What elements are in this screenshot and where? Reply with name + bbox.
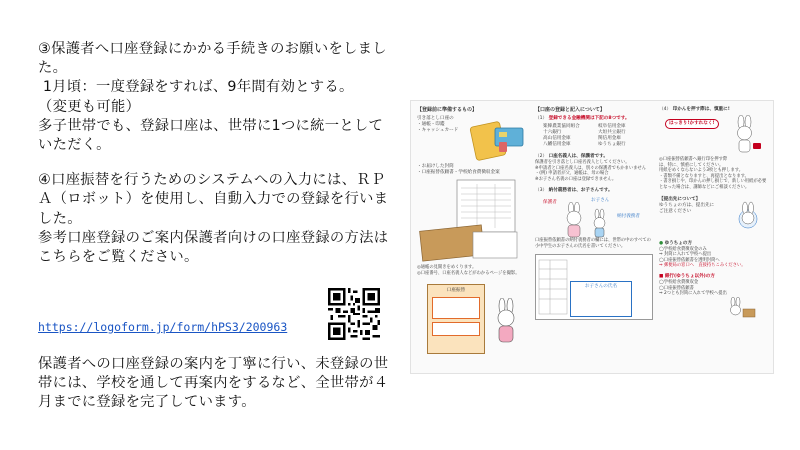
stamp-note-5: ・書き損じや、印かんの押し損じで、新しい用紙が必要: [659, 179, 767, 185]
section3-title: ③保護者へ口座登録にかかる手続きのお願いをしました。: [38, 41, 387, 77]
other-line-3: ⇒ 2つとも封筒に入れて学校へ提出: [659, 291, 727, 297]
rabbit-pointing-icon: [733, 201, 763, 233]
stamp-note-4: ・書類不備となりますと、再提出となります。: [659, 173, 749, 179]
prepare-item-1: 引き落とし口座の: [417, 116, 454, 121]
envelope-note: ・口座振替依頼書・学校給食費徴収金案: [417, 170, 500, 175]
yucho-line-2: ⇒ 封筒に入れて学校へ提出: [659, 252, 712, 258]
passbook-card-icon: [469, 116, 527, 162]
other-line-1: ◯学校給食費徴収金: [659, 279, 699, 285]
yucho-line-1: ◯学校給食費徴収金のみ: [659, 246, 707, 252]
step3-label: （3）: [535, 188, 548, 194]
bank-3: 高山信用金庫: [543, 136, 571, 141]
stamp-note-1: ◎口座振替依頼書へ銀行印を押す際: [659, 157, 728, 162]
section3-line3: （変更も可能）: [38, 98, 141, 115]
prepare-item-3: ・キャッシュカード: [417, 128, 459, 133]
bank-6: 関信用金庫: [598, 136, 621, 141]
prepare-heading: 【登録前に準備するもの】: [417, 107, 478, 113]
step2-title: 口座名義人は、保護者です。: [548, 154, 608, 159]
passbook-note-1: ◎通帳の見開きをめくります。: [417, 265, 477, 270]
child-tag: お子さん: [591, 198, 610, 204]
transfer-form-label: 口座振替: [446, 288, 466, 294]
step2-note-1: 保護者を引き落とし口座名義人としてください。: [535, 160, 630, 165]
step2-label: （2）: [535, 154, 548, 159]
prepare-item-2: ・通帳・印鑑: [417, 122, 445, 127]
step2-note-2: ※申請者と口座名義人は、別々の保護者でもかまいません: [535, 165, 647, 171]
step2-note-4: ※お子さん名義の口座は登録できません。: [535, 176, 617, 182]
rabbit-stamp-icon: [729, 115, 763, 155]
section4-title: ④口座振替を行うためのシステムへの入力には、ＲＰＡ（ロボット）を使用し、自動入力での登録を行いました。: [38, 172, 389, 227]
qr-code-icon: [328, 288, 380, 340]
step3-note: 口座振替依頼書の納付義務者の欄には、世帯の中のすべての小中学生のお子さんの氏名を書いてください。: [535, 238, 651, 249]
stamp-note-6: となった場合は、講師などにご相談ください。: [659, 184, 750, 190]
rabbit-family-icon: [561, 202, 617, 238]
stamp-bubble: はっきり!かすれなく!: [665, 119, 719, 129]
footer-text-block: [38, 355, 398, 413]
envelope-heading: ・お届けした封筒: [417, 164, 454, 169]
section3-line4: 多子世帯でも、登録口座は、世帯に1つに統一としていただく。: [38, 117, 384, 154]
rabbit-mascot-icon: [491, 298, 521, 348]
bank-2: 十六銀行: [543, 130, 562, 135]
section4-line2: 参考口座登録のご案内保護者向けの口座登録の方法はこちらをご覧ください。: [38, 229, 389, 266]
step3-title: 納付義務者は、お子さんです。: [548, 188, 613, 194]
section3-line2: 1月頃：一度登録をすれば、9年間有効とする。: [38, 79, 354, 96]
text-column: [38, 40, 393, 267]
footer-text: 保護者への口座登録の案内を丁寧に行い、未登録の世帯には、学校を通して再案内をするなど、全世帯が４月までに登録を完了しています。: [38, 356, 389, 411]
stamp-note-3: 用紙をめくならないよう3枚とも押します。: [659, 168, 744, 174]
yucho-line-3: ◯口座振替依頼書を透明封筒へ: [659, 257, 720, 263]
form-grid-icon: [538, 259, 568, 315]
bank-1: 楽韓農業協同組合: [543, 124, 580, 129]
yucho-heading: ゆうちょの方: [664, 240, 693, 246]
guardian-tag: 保護者: [543, 200, 557, 206]
submit-heading: 【提出先について】: [659, 196, 701, 202]
submit-line-1: ゆうちょの方は、提出先に: [659, 202, 715, 208]
passbook-note-2: ◎口座番号、口座名義人などがわかるページを撮影。: [417, 270, 520, 276]
bank-4: 八幡信用金庫: [543, 142, 571, 147]
envelope-forms-icon: [417, 178, 525, 262]
registration-guide-handout: [410, 100, 774, 374]
handout-column-prepare: [417, 107, 529, 356]
bank-8: 岐阜信用金庫: [598, 124, 626, 129]
rabbit-small-icon: [719, 297, 759, 319]
child-name-form-label: お子さんの氏名: [584, 283, 618, 289]
step1-label: （1）: [535, 116, 548, 121]
handout-column-registration: [535, 107, 653, 320]
account-transfer-form: [427, 284, 485, 354]
submit-line-2: ご注意ください: [659, 208, 692, 214]
step4-title: 印かんを押す際は、慎重に!: [672, 107, 730, 112]
step2-note-3: ・(例) 申請者が父、通帳は、母の場合: [535, 171, 609, 177]
stamp-note-2: は、特に、慎重にしてください。: [659, 162, 724, 168]
link-row: [38, 288, 398, 348]
yucho-line-4: ⇒ 郵便局の窓口へ 直接持ちこみください。: [659, 263, 746, 269]
bank-7: ゆうちょ銀行: [598, 142, 626, 147]
step4-label: （4）: [659, 107, 672, 112]
bank-5: 大垣共立銀行: [598, 130, 626, 135]
registration-heading: 【口座の登録と記入について】: [535, 107, 605, 113]
handout-column-stamp: （4） 印かんを押す際は、慎重に! はっきり!かすれなく! ◎口座振替依頼書へ銀行印を押す際 は、特に、慎重にしてください。 用紙をめくならないよう3枚とも押します。 ・書類不備となりますと、再提出となります。 ・書き損じや、印かんの押し損じで、新しい用紙が必要 となった場合は、講師などにご相談ください。 【提出先について】 ゆうちょの方は、提出先に ご注意ください ● ゆうちょの方 ◯学校給食費徴収金のみ ⇒ 封筒に入れて学校へ提出 ◯口座振替依頼書を透明封筒へ ⇒ 郵便局の窓口へ 直接持ちこみください。 ■ 銀行(ゆうちょ以外)の方 ◯学校給食費徴収金 ◯口座振替依頼書 ⇒ 2つとも封筒に入れて学校へ提出: [659, 107, 767, 322]
other-line-2: ◯口座振替依頼書: [659, 285, 694, 291]
other-bank-heading: 銀行(ゆうちょ以外)の方: [664, 273, 715, 279]
payer-tag: 納付義務者: [617, 214, 640, 220]
child-name-form: [535, 254, 653, 320]
registration-link[interactable]: https://logoform.jp/form/hPS3/200963: [38, 320, 288, 334]
bank-list: [543, 124, 653, 148]
step1-title: 登録できる金融機関は下記の8つです。: [548, 116, 630, 121]
